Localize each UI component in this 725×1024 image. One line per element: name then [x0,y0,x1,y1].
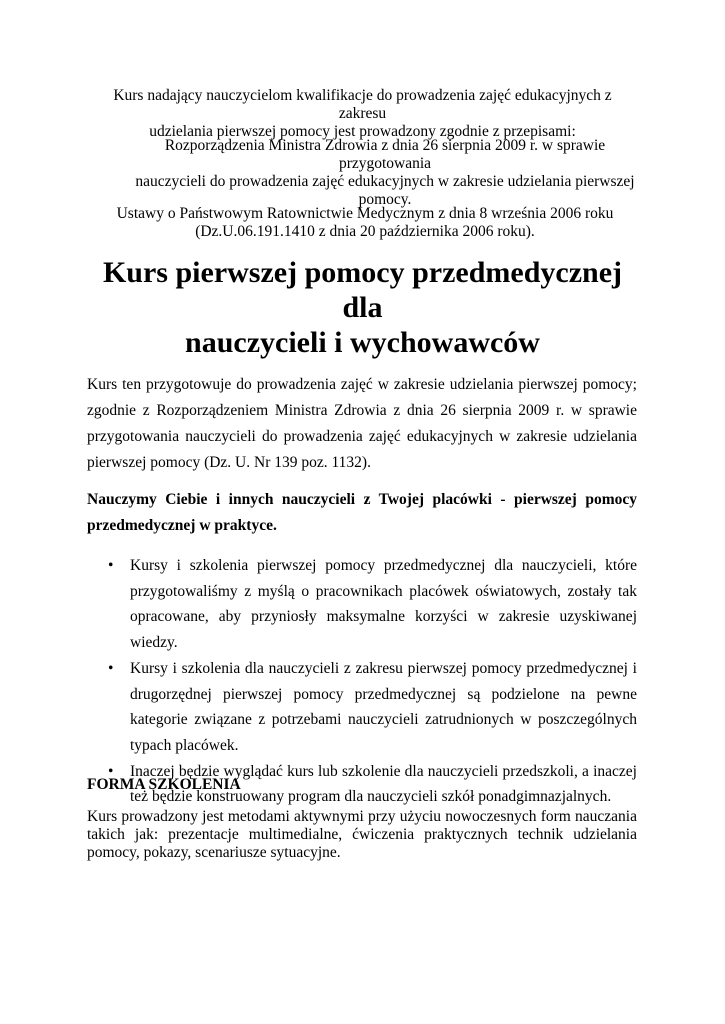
list-item [100,553,637,656]
title-line-1: Kurs pierwszej pomocy przedmedycznej [102,256,623,289]
bullet-icon: • [108,659,114,677]
section-heading-forma: FORMA SZKOLENIA [87,776,241,793]
regulation-line-3: pomocy. [358,191,412,208]
bullet-icon: • [108,762,114,780]
title-line-2: dla [342,291,383,324]
intro-paragraph [90,87,635,141]
highlight-paragraph: Nauczymy Ciebie i innych nauczycieli z Twojej placówki - pierwszej pomocy przedmedycznej w praktyce. [87,491,637,534]
forma-paragraph: Kurs prowadzony jest metodami aktywnymi przy użyciu nowoczesnych form nauczania takich jak: prezentacje multimedialne, ćwiczenia praktycznych technik udzielania pomocy, pokazy, scenariusze sytuacyjne. [87,808,637,861]
course-description: Kurs ten przygotowuje do prowadzenia zajęć w zakresie udzielania pierwszej pomocy; zgodnie z Rozporządzeniem Ministra Zdrowia z dnia 26 sierpnia 2009 r. w sprawie przygotowania nauczycieli do prowadzenia zajęć edukacyjnych w zakresie udzielania pierwszej pomocy (Dz. U. Nr 139 poz. 1132). [87,376,637,471]
list-item-text: Kursy i szkolenia dla nauczycieli z zakresu pierwszej pomocy przedmedycznej i drugorzędnej pierwszej pomocy przedmedycznej są podzielone na pewne kategorie związane z potrzebami nauczycieli zatrudnionych w poszczególnych typach placówek. [130,659,637,754]
regulation-line-1: Rozporządzenia Ministra Zdrowia z dnia 26 sierpnia 2009 r. w sprawie przygotowania [164,137,606,172]
intro-line-1: Kurs nadający nauczycielom kwalifikacje do prowadzenia zajęć edukacyjnych z zakresu [113,87,612,122]
page-title [80,255,645,360]
list-item-text: Kursy i szkolenia pierwszej pomocy przedmedycznej dla nauczycieli, które przygotowaliśmy z myślą o pracownikach placówek oświatowych, zostały tak opracowane, aby przyniosły maksymalne korzyści w zakresie uzyskiwanej wiedzy. [130,557,637,652]
regulation-line-2: nauczycieli do prowadzenia zajęć edukacyjnych w zakresie udzielania pierwszej [135,173,635,190]
regulation-citation [130,137,640,209]
law-line-2: (Dz.U.06.191.1410 z dnia 20 października 2006 roku). [195,223,535,240]
benefits-list [100,553,637,810]
list-item-text: Inaczej będzie wyglądać kurs lub szkolenie dla nauczycieli przedszkoli, a inaczej też będzie konstruowany program dla nauczycieli szkół ponadgimnazjalnych. [130,762,637,806]
law-citation [105,205,625,241]
list-item [100,656,637,759]
intro-line-2: udzielania pierwszej pomocy jest prowadzony zgodnie z przepisami: [149,123,576,140]
law-line-1: Ustawy o Państwowym Ratownictwie Medycznym z dnia 8 września 2006 roku [116,205,614,222]
bullet-icon: • [108,557,114,574]
title-line-3: nauczycieli i wychowawców [185,326,540,359]
